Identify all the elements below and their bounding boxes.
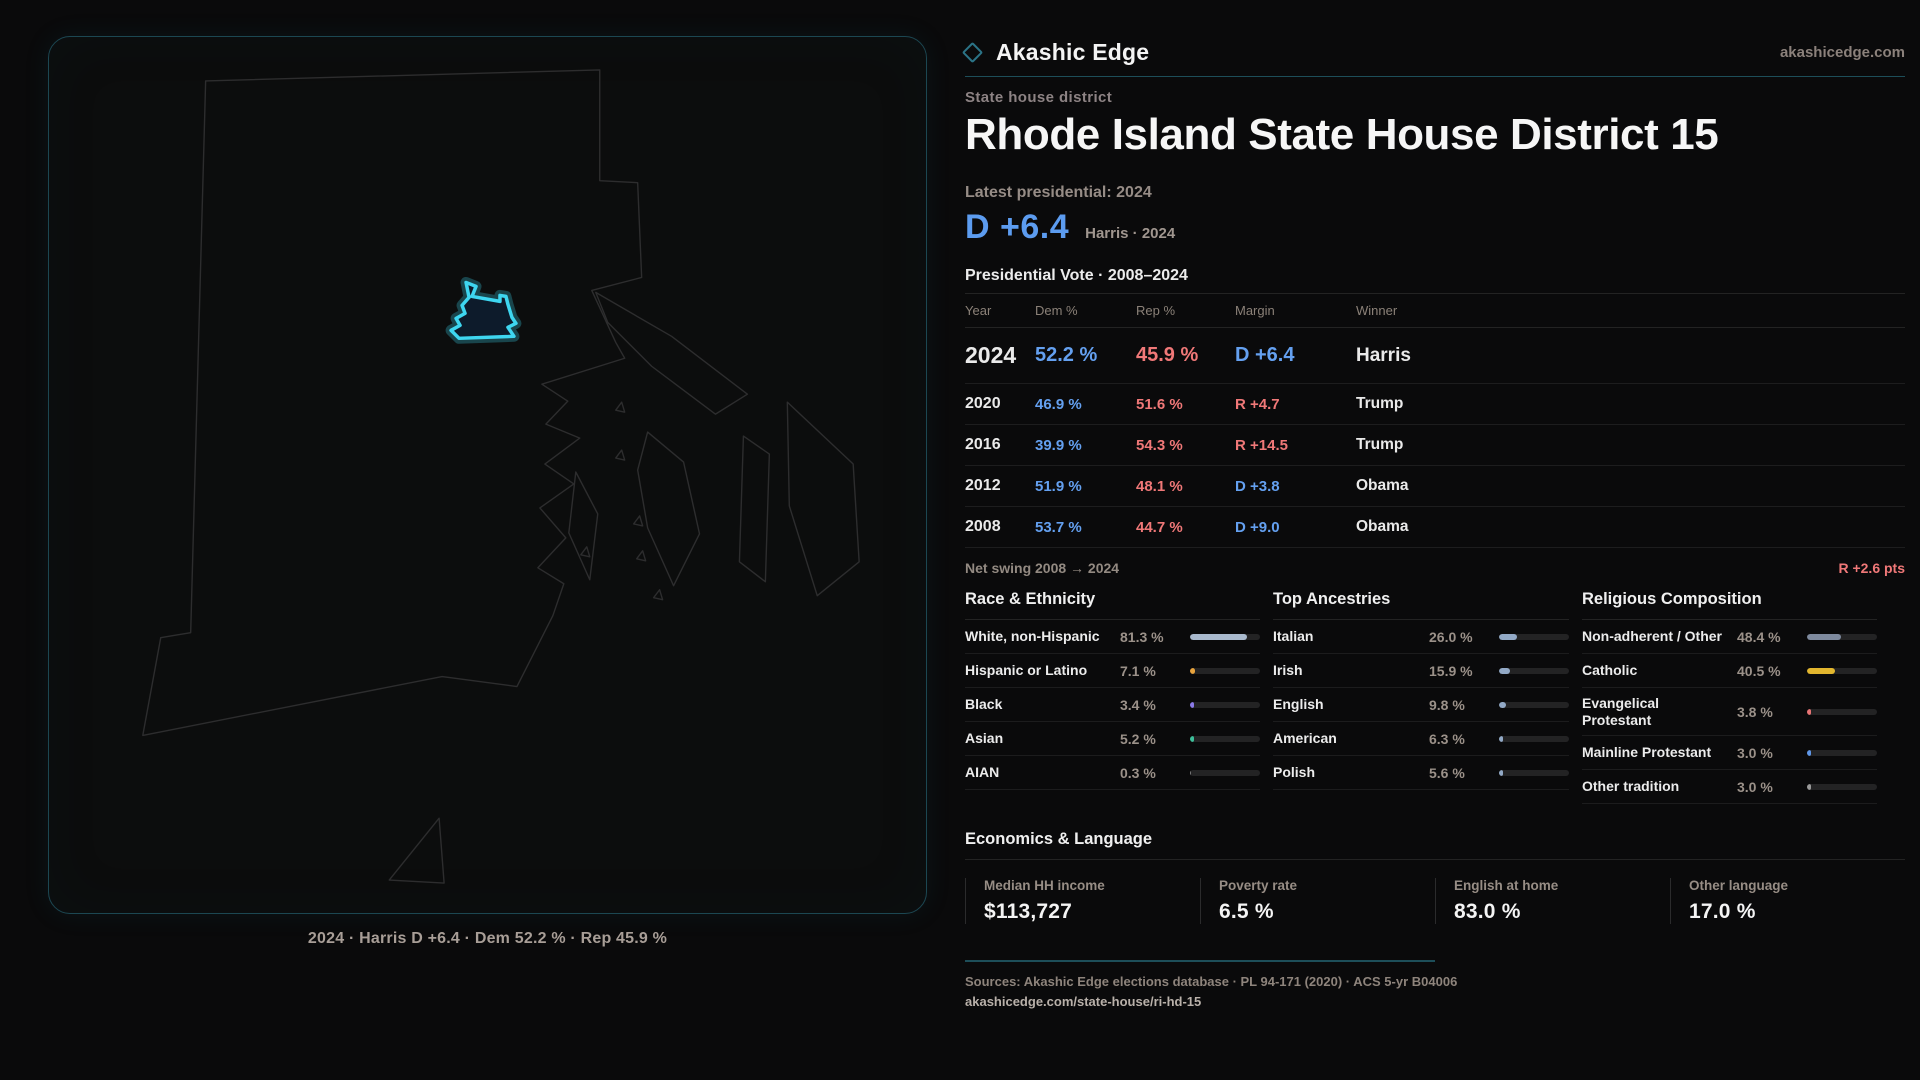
demographic-bar <box>1499 770 1569 776</box>
vote-year: 2008 <box>965 518 1001 535</box>
demographic-bar-fill <box>1499 702 1506 708</box>
vote-rep-pct: 48.1 % <box>1136 477 1183 495</box>
demographic-row <box>965 722 1260 756</box>
vote-table-row <box>965 425 1905 466</box>
headline-margin <box>965 208 1905 247</box>
demographic-bar-fill <box>1807 668 1835 674</box>
economics-section <box>965 830 1905 924</box>
demographic-label: Irish <box>1273 662 1303 679</box>
vote-table-rows <box>965 328 1905 548</box>
demographic-bar-fill <box>1807 634 1841 640</box>
demographic-bar-fill <box>1190 736 1194 742</box>
demographic-value: 81.3 % <box>1120 628 1164 645</box>
vote-dem-pct: 53.7 % <box>1035 518 1082 536</box>
demographic-row <box>1273 620 1569 654</box>
map-caption: 2024 · Harris D +6.4 · Dem 52.2 % · Rep 45.9 % <box>307 930 668 947</box>
economics-stat-label: Poverty rate <box>1219 878 1298 894</box>
col-margin: Margin <box>1235 303 1275 318</box>
demographic-bar-fill <box>1190 634 1247 640</box>
vote-dem-pct: 51.9 % <box>1035 477 1082 495</box>
economics-stat-value: 17.0 % <box>1689 900 1756 924</box>
vote-table-row <box>965 384 1905 425</box>
demographic-label: White, non-Hispanic <box>965 628 1100 645</box>
vote-rep-pct: 45.9 % <box>1136 344 1199 366</box>
demographic-value: 9.8 % <box>1429 696 1465 713</box>
col-year: Year <box>965 303 992 318</box>
permalink-link[interactable]: akashicedge.com/state-house/ri-hd-15 <box>965 994 1202 1010</box>
demographic-value: 5.2 % <box>1120 730 1156 747</box>
demographic-bar <box>1807 784 1877 790</box>
vote-year: 2012 <box>965 477 1001 494</box>
demographic-label: AIAN <box>965 764 1000 781</box>
vote-rep-pct: 44.7 % <box>1136 518 1183 536</box>
demographic-bar-fill <box>1807 750 1811 756</box>
vote-dem-pct: 39.9 % <box>1035 436 1082 454</box>
economics-stat <box>965 878 1200 924</box>
vote-margin: D +9.0 <box>1235 518 1280 536</box>
demographic-bar-fill <box>1499 634 1517 640</box>
demographic-row <box>1582 654 1877 688</box>
demographic-value: 3.0 % <box>1737 778 1773 795</box>
demographic-bar <box>1807 668 1877 674</box>
demographic-label: Polish <box>1273 764 1316 781</box>
header-rule <box>965 76 1905 77</box>
demographic-label: Mainline Protestant <box>1582 744 1712 761</box>
demographic-row <box>965 756 1260 790</box>
vote-year: 2020 <box>965 395 1001 412</box>
net-swing-row <box>965 560 1905 576</box>
economics-stats <box>965 878 1905 924</box>
diamond-logo-icon <box>962 41 983 62</box>
demographic-value: 48.4 % <box>1737 628 1781 645</box>
demographic-bar-fill <box>1499 736 1503 742</box>
demographic-bar <box>1499 702 1569 708</box>
demographic-label: Asian <box>965 730 1004 747</box>
demographic-value: 3.0 % <box>1737 744 1773 761</box>
demographic-label: Evangelical Protestant <box>1582 695 1660 728</box>
vote-margin: R +14.5 <box>1235 436 1288 454</box>
demographic-row <box>1582 770 1877 804</box>
demographic-row <box>1582 736 1877 770</box>
demographic-value: 15.9 % <box>1429 662 1473 679</box>
economics-stat <box>1200 878 1435 924</box>
footer-rule <box>965 960 1435 962</box>
vote-margin: D +3.8 <box>1235 477 1280 495</box>
demographic-bar-fill <box>1499 668 1510 674</box>
demographic-row <box>1273 688 1569 722</box>
demographic-value: 3.8 % <box>1737 703 1773 720</box>
demographic-label: American <box>1273 730 1337 747</box>
vote-rep-pct: 51.6 % <box>1136 395 1183 413</box>
demographic-bar <box>1807 709 1877 715</box>
district-report <box>965 36 1905 1011</box>
demographic-bar <box>1190 702 1260 708</box>
vote-winner: Obama <box>1356 477 1409 494</box>
demographic-value: 3.4 % <box>1120 696 1156 713</box>
demographic-bar-fill <box>1190 668 1195 674</box>
demographic-bar <box>1190 634 1260 640</box>
vote-margin: D +6.4 <box>1235 344 1295 366</box>
economics-stat <box>1670 878 1905 924</box>
demographic-value: 26.0 % <box>1429 628 1473 645</box>
district-15-shape[interactable] <box>451 282 516 338</box>
vote-margin: R +4.7 <box>1235 395 1280 413</box>
demographic-row <box>1273 654 1569 688</box>
demographic-value: 6.3 % <box>1429 730 1465 747</box>
vote-winner: Harris <box>1356 344 1411 366</box>
demographics-rows <box>965 620 1260 790</box>
demographic-row <box>965 620 1260 654</box>
demographic-bar <box>1499 634 1569 640</box>
footer <box>965 960 1905 1011</box>
demographics-column <box>1582 590 1904 804</box>
headline-margin-detail: Harris · 2024 <box>1085 225 1176 242</box>
vote-winner: Obama <box>1356 518 1409 535</box>
latest-presidential-label: Latest presidential: 2024 <box>965 184 1152 201</box>
economics-title: Economics & Language <box>965 830 1905 860</box>
page-title: Rhode Island State House District 15 <box>965 110 1719 159</box>
demographic-bar-fill <box>1190 770 1191 776</box>
demographic-row <box>1273 756 1569 790</box>
demographic-label: Italian <box>1273 628 1314 645</box>
economics-stat-label: English at home <box>1454 878 1559 894</box>
demographic-bar-fill <box>1807 784 1811 790</box>
demographic-bar-fill <box>1499 770 1503 776</box>
vote-table-row <box>965 466 1905 507</box>
demographic-bar <box>1499 668 1569 674</box>
demographics-columns <box>965 590 1905 804</box>
demographic-label: Black <box>965 696 1003 713</box>
demographic-value: 40.5 % <box>1737 662 1781 679</box>
headline-margin-value: D +6.4 <box>965 208 1070 246</box>
demographic-value: 0.3 % <box>1120 764 1156 781</box>
economics-stat <box>1435 878 1670 924</box>
vote-table-title: Presidential Vote · 2008–2024 <box>965 267 1188 284</box>
vote-winner: Trump <box>1356 436 1404 453</box>
demographic-label: Other tradition <box>1582 778 1680 795</box>
vote-table-head <box>965 293 1905 328</box>
vote-year: 2024 <box>965 342 1017 368</box>
economics-stat-value: 6.5 % <box>1219 900 1274 924</box>
demographic-bar <box>1190 770 1260 776</box>
demographic-bar <box>1807 634 1877 640</box>
demographic-bar <box>1499 736 1569 742</box>
economics-stat-label: Other language <box>1689 878 1789 894</box>
demographic-value: 5.6 % <box>1429 764 1465 781</box>
col-rep: Rep % <box>1136 303 1176 318</box>
demographics-column <box>1273 590 1569 804</box>
demographic-label: Non-adherent / Other <box>1582 628 1723 645</box>
demographics-rows <box>1273 620 1569 790</box>
site-link[interactable]: akashicedge.com <box>1779 43 1905 61</box>
demographic-value: 7.1 % <box>1120 662 1156 679</box>
footer-sources: Sources: Akashic Edge elections database · PL 94-171 (2020) · ACS 5-yr B04006 <box>965 974 1458 990</box>
demographic-row <box>1582 620 1877 654</box>
kicker: State house district <box>965 89 1113 106</box>
demographic-bar-fill <box>1190 702 1194 708</box>
economics-stat-value: $113,727 <box>984 900 1073 924</box>
demographic-row <box>1273 722 1569 756</box>
demographic-label: Catholic <box>1582 662 1638 679</box>
vote-table-row <box>965 328 1905 384</box>
vote-dem-pct: 52.2 % <box>1035 344 1098 366</box>
vote-year: 2016 <box>965 436 1001 453</box>
demographic-bar <box>1190 668 1260 674</box>
vote-rep-pct: 54.3 % <box>1136 436 1183 454</box>
net-swing-label: Net swing 2008 → 2024 <box>965 560 1120 576</box>
brand-name: Akashic Edge <box>996 38 1150 65</box>
district-map-panel <box>48 36 927 914</box>
demographics-column <box>965 590 1260 804</box>
vote-table-row <box>965 507 1905 548</box>
economics-stat-label: Median HH income <box>984 878 1105 894</box>
demographic-label: Hispanic or Latino <box>965 662 1088 679</box>
demographic-bar <box>1190 736 1260 742</box>
demographics-column-title: Top Ancestries <box>1273 590 1569 620</box>
col-dem: Dem % <box>1035 303 1078 318</box>
demographic-row <box>965 654 1260 688</box>
demographic-bar-fill <box>1807 709 1811 715</box>
demographics-rows <box>1582 620 1877 804</box>
vote-winner: Trump <box>1356 395 1404 412</box>
demographic-bar <box>1807 750 1877 756</box>
state-outline <box>143 70 859 883</box>
header <box>965 36 1905 68</box>
vote-dem-pct: 46.9 % <box>1035 395 1082 413</box>
demographic-row <box>965 688 1260 722</box>
economics-stat-value: 83.0 % <box>1454 900 1521 924</box>
net-swing-value: R +2.6 pts <box>1838 560 1905 576</box>
demographics-column-title: Religious Composition <box>1582 590 1877 620</box>
demographic-row <box>1582 688 1877 736</box>
demographics-column-title: Race & Ethnicity <box>965 590 1260 620</box>
demographic-label: English <box>1273 696 1324 713</box>
rhode-island-map <box>49 37 926 913</box>
col-winner: Winner <box>1356 303 1398 318</box>
